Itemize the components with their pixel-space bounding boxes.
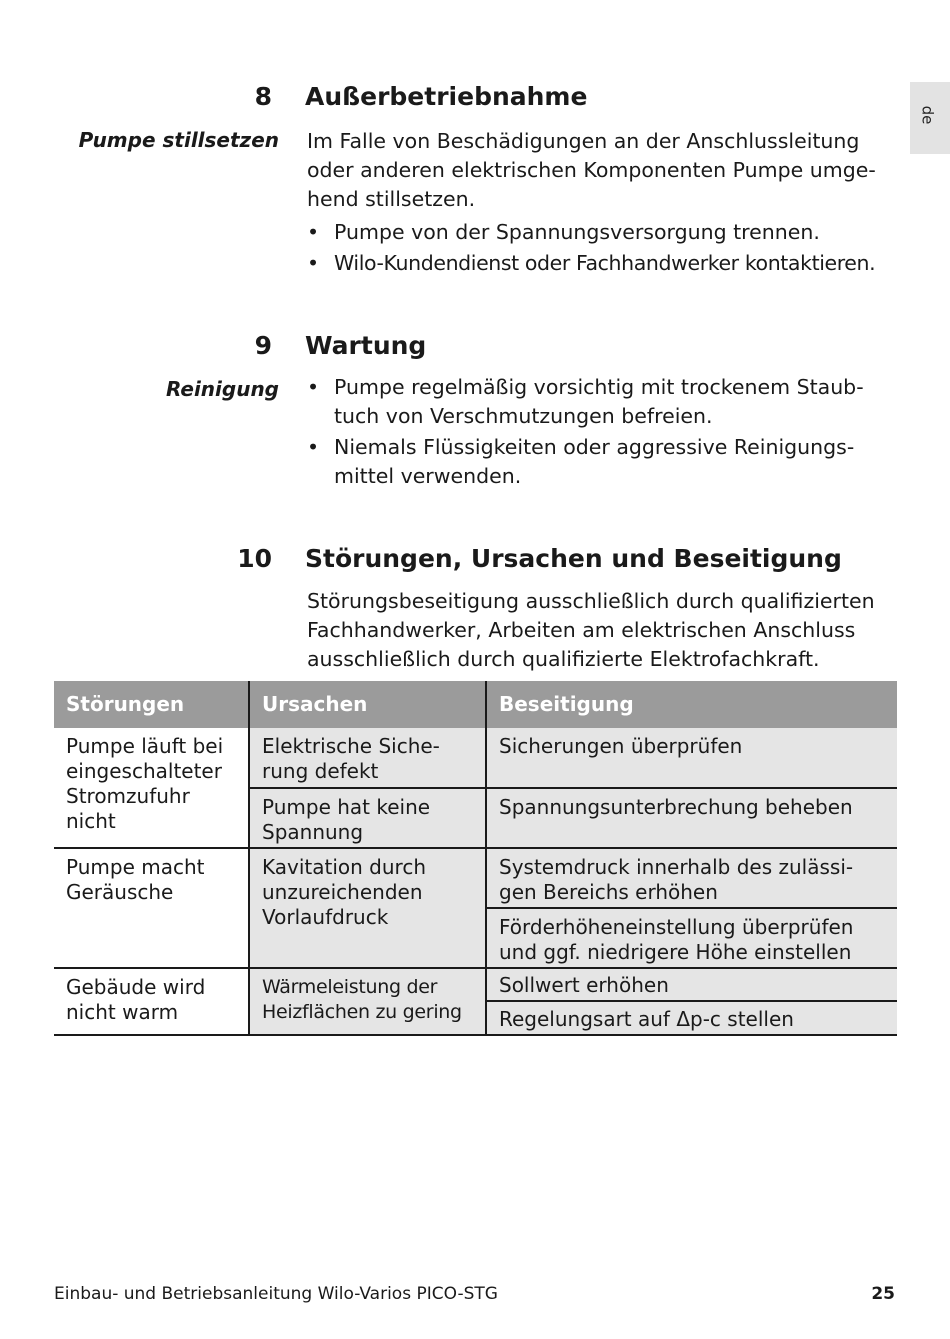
ursache-cell [249, 728, 486, 788]
list-item-line: • Pumpe regelmäßig vorsichtig mit trockenem Staub- [334, 375, 864, 399]
list-item-line: mittel verwenden. [334, 464, 522, 488]
beseitigung-cell [486, 848, 897, 908]
table-header-row [54, 681, 897, 728]
cell-line: Systemdruck innerhalb des zulässi- [499, 855, 854, 879]
side-label-reinigung: Reinigung [165, 377, 279, 401]
section-8-body [307, 127, 907, 280]
language-tab [910, 82, 950, 154]
section-10-body [307, 587, 907, 674]
column-header-beseitigung: Beseitigung [486, 681, 897, 728]
cell-line: gen Bereichs erhöhen [499, 880, 718, 904]
page-number: 25 [871, 1284, 895, 1304]
cell-line: nicht [66, 809, 116, 833]
cell-line: und ggf. niedrigere Höhe einstellen [499, 940, 852, 964]
text-line: Fachhandwerker, Arbeiten am elektrischen Anschluss [307, 618, 856, 642]
beseitigung-cell [486, 968, 897, 1001]
cell-line: Kavitation durch [262, 855, 427, 879]
list-item [307, 218, 907, 247]
table-row [54, 968, 897, 1001]
list-item-text: Wilo-Kundendienst oder Fachhandwerker kontaktieren. [334, 251, 876, 275]
cell-line: Regelungsart auf Δp-c stellen [499, 1007, 794, 1031]
stoerung-cell [54, 848, 249, 968]
troubleshooting-table [54, 681, 897, 1036]
footer-document-title: Einbau- und Betriebsanleitung Wilo-Varios PICO-STG [54, 1284, 498, 1304]
cell-line: Spannung [262, 820, 364, 844]
column-header-stoerungen: Störungen [54, 681, 249, 728]
cell-line: rung defekt [262, 759, 379, 783]
bullet-list [307, 373, 907, 491]
cell-line: Geräusche [66, 880, 174, 904]
text-line: ausschließlich durch qualifizierte Elektrofachkraft. [307, 647, 820, 671]
beseitigung-cell [486, 728, 897, 788]
list-item [307, 373, 907, 431]
ursache-cell [249, 968, 486, 1035]
cell-line: Elektrische Siche- [262, 734, 440, 758]
section-title: Außerbetriebnahme [305, 82, 588, 111]
cell-line: Heizflächen zu gering [262, 1001, 462, 1023]
column-header-ursachen: Ursachen [249, 681, 486, 728]
side-label-pumpe-stillsetzen: Pumpe stillsetzen [78, 128, 279, 152]
beseitigung-cell [486, 908, 897, 968]
cell-line: Pumpe hat keine [262, 795, 431, 819]
language-tab-label: de [918, 105, 937, 125]
cell-line: Sicherungen überprüfen [499, 734, 743, 758]
stoerung-cell [54, 728, 249, 848]
list-item [307, 433, 907, 491]
cell-line: Spannungsunterbrechung beheben [499, 795, 853, 819]
section-9-body [307, 373, 907, 493]
cell-line: Sollwert erhöhen [499, 973, 669, 997]
text-line: Störungsbeseitigung ausschließlich durch qualifizierten [307, 589, 875, 613]
cell-line: Pumpe macht [66, 855, 205, 879]
list-item-line: • Niemals Flüssigkeiten oder aggressive Reinigungs- [334, 435, 855, 459]
cell-line: Förderhöheneinstellung überprüfen [499, 915, 854, 939]
table-row [54, 728, 897, 788]
text-line: Im Falle von Beschädigungen an der Anschlussleitung [307, 129, 860, 153]
cell-line: Stromzufuhr [66, 784, 190, 808]
list-item-text: Pumpe von der Spannungsversorgung trennen. [334, 220, 820, 244]
section-title: Störungen, Ursachen und Beseitigung [305, 544, 842, 573]
section-number: 8 [254, 82, 272, 111]
text-line: hend stillsetzen. [307, 187, 476, 211]
cell-line: Gebäude wird [66, 975, 206, 999]
cell-line: Wärmeleistung der [262, 976, 438, 998]
section-number: 9 [254, 331, 272, 360]
cell-line: Pumpe läuft bei [66, 734, 224, 758]
text-line: oder anderen elektrischen Komponenten Pumpe umge- [307, 158, 876, 182]
stoerung-cell [54, 968, 249, 1035]
table-row [54, 848, 897, 908]
beseitigung-cell [486, 1001, 897, 1035]
section-title: Wartung [305, 331, 427, 360]
list-item [307, 249, 907, 278]
cell-line: eingeschalteter [66, 759, 222, 783]
cell-line: Vorlaufdruck [262, 905, 389, 929]
ursache-cell [249, 848, 486, 968]
bullet-list [307, 218, 907, 278]
cell-line: nicht warm [66, 1000, 179, 1024]
section-number: 10 [237, 544, 272, 573]
ursache-cell [249, 788, 486, 848]
cell-line: unzureichenden [262, 880, 423, 904]
beseitigung-cell [486, 788, 897, 848]
list-item-line: tuch von Verschmutzungen befreien. [334, 404, 713, 428]
